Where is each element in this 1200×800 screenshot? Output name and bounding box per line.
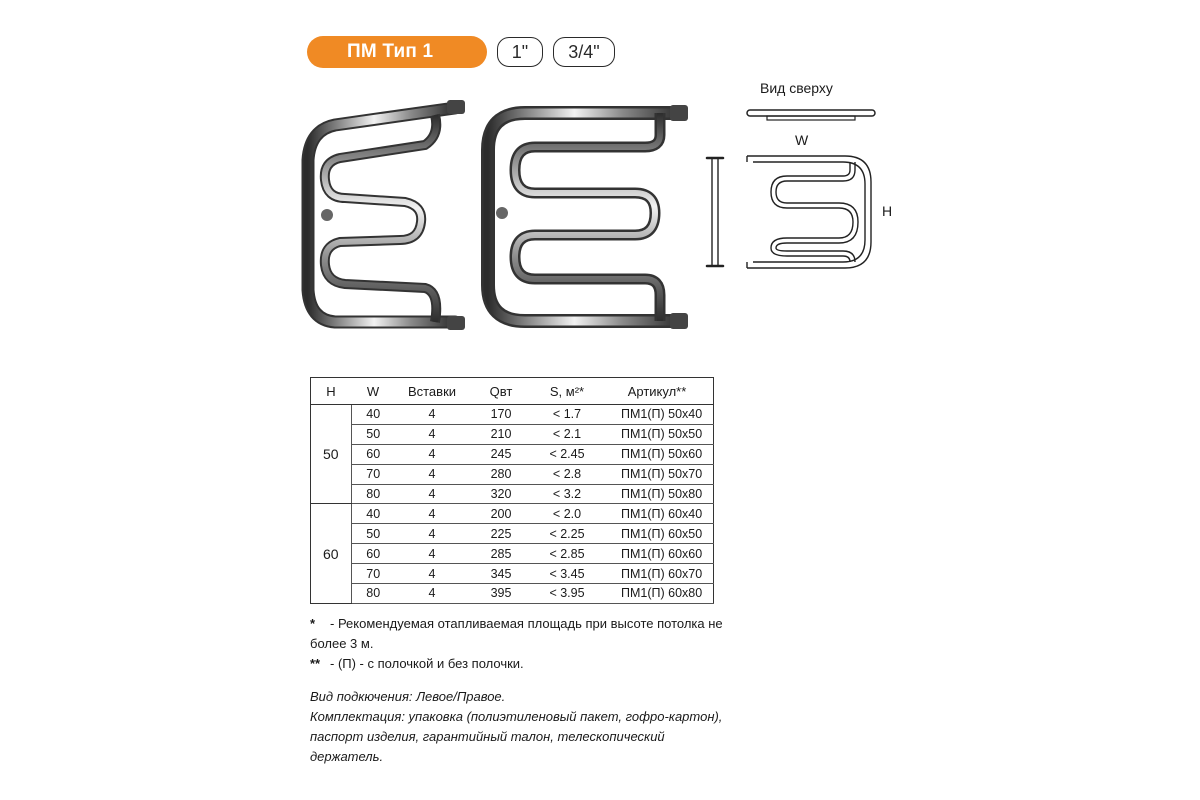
s-value: < 2.25 [533, 524, 601, 544]
table-row [311, 484, 714, 504]
table-row [311, 464, 714, 484]
width-label: W [795, 132, 809, 148]
q-value: 225 [469, 524, 533, 544]
kit-contents: Комплектация: упаковка (полиэтиленовый пакет, гофро-картон), паспорт изделия, гарантийный талон, телескопический держатель. [310, 709, 723, 764]
height-label: H [882, 203, 893, 219]
article-value: ПМ1(П) 50х40 [601, 405, 714, 425]
col-header-inserts: Вставки [395, 378, 469, 405]
s-value: < 3.2 [533, 484, 601, 504]
footnote-mark: ** [310, 656, 321, 671]
product-photo-front-view [470, 95, 695, 335]
article-value: ПМ1(П) 60х80 [601, 584, 714, 604]
col-header-h: H [311, 378, 352, 405]
w-value: 50 [351, 524, 395, 544]
table-row [311, 544, 714, 564]
footnote-text: - (П) - с полочкой и без полочки. [330, 656, 524, 671]
footnote-text: - Рекомендуемая отапливаемая площадь при высоте потолка не более 3 м. [310, 616, 723, 651]
q-value: 210 [469, 424, 533, 444]
table-row [311, 524, 714, 544]
w-value: 40 [351, 504, 395, 524]
inserts-value: 4 [395, 424, 469, 444]
size-badge-3-4inch: 3/4" [553, 37, 615, 67]
footnote-shelf [310, 654, 730, 674]
inserts-value: 4 [395, 564, 469, 584]
w-value: 70 [351, 464, 395, 484]
s-value: < 1.7 [533, 405, 601, 425]
col-header-s: S, м²* [533, 378, 601, 405]
table-row [311, 584, 714, 604]
w-value: 80 [351, 584, 395, 604]
table-row [311, 424, 714, 444]
top-view-label: Вид сверху [760, 80, 833, 96]
article-value: ПМ1(П) 50х50 [601, 424, 714, 444]
s-value: < 3.45 [533, 564, 601, 584]
w-value: 40 [351, 405, 395, 425]
s-value: < 2.85 [533, 544, 601, 564]
inserts-value: 4 [395, 444, 469, 464]
q-value: 170 [469, 405, 533, 425]
s-value: < 2.8 [533, 464, 601, 484]
product-photo-side-view [295, 90, 475, 340]
model-title-badge: ПМ Тип 1 [307, 36, 487, 68]
spec-table [310, 377, 714, 604]
q-value: 320 [469, 484, 533, 504]
w-value: 70 [351, 564, 395, 584]
article-value: ПМ1(П) 50х60 [601, 444, 714, 464]
size-badge-1inch: 1" [497, 37, 543, 67]
product-info [310, 687, 740, 767]
q-value: 285 [469, 544, 533, 564]
article-value: ПМ1(П) 50х70 [601, 464, 714, 484]
inserts-value: 4 [395, 504, 469, 524]
w-value: 60 [351, 444, 395, 464]
s-value: < 2.45 [533, 444, 601, 464]
table-header-row [311, 378, 714, 405]
w-value: 60 [351, 544, 395, 564]
article-value: ПМ1(П) 60х40 [601, 504, 714, 524]
s-value: < 3.95 [533, 584, 601, 604]
col-header-w: W [351, 378, 395, 405]
col-header-article: Артикул** [601, 378, 714, 405]
article-value: ПМ1(П) 60х50 [601, 524, 714, 544]
top-view-bar-icon [747, 110, 875, 116]
w-value: 80 [351, 484, 395, 504]
h-value: 50 [311, 405, 352, 504]
footnote-area [310, 614, 730, 654]
inserts-value: 4 [395, 544, 469, 564]
q-value: 245 [469, 444, 533, 464]
inserts-value: 4 [395, 484, 469, 504]
footnote-mark: * [310, 616, 316, 631]
header [307, 36, 615, 68]
s-value: < 2.1 [533, 424, 601, 444]
h-value: 60 [311, 504, 352, 603]
col-header-q: Qвт [469, 378, 533, 405]
inserts-value: 4 [395, 524, 469, 544]
connection-type: Вид подкючения: Левое/Правое. [310, 689, 506, 704]
inserts-value: 4 [395, 405, 469, 425]
w-value: 50 [351, 424, 395, 444]
article-value: ПМ1(П) 60х60 [601, 544, 714, 564]
inserts-value: 4 [395, 464, 469, 484]
article-value: ПМ1(П) 60х70 [601, 564, 714, 584]
s-value: < 2.0 [533, 504, 601, 524]
table-row [311, 564, 714, 584]
q-value: 200 [469, 504, 533, 524]
inserts-value: 4 [395, 584, 469, 604]
article-value: ПМ1(П) 50х80 [601, 484, 714, 504]
q-value: 280 [469, 464, 533, 484]
q-value: 345 [469, 564, 533, 584]
technical-diagram [695, 70, 905, 290]
q-value: 395 [469, 584, 533, 604]
table-row [311, 504, 714, 524]
table-row [311, 405, 714, 425]
footnotes [310, 614, 730, 674]
table-row [311, 444, 714, 464]
